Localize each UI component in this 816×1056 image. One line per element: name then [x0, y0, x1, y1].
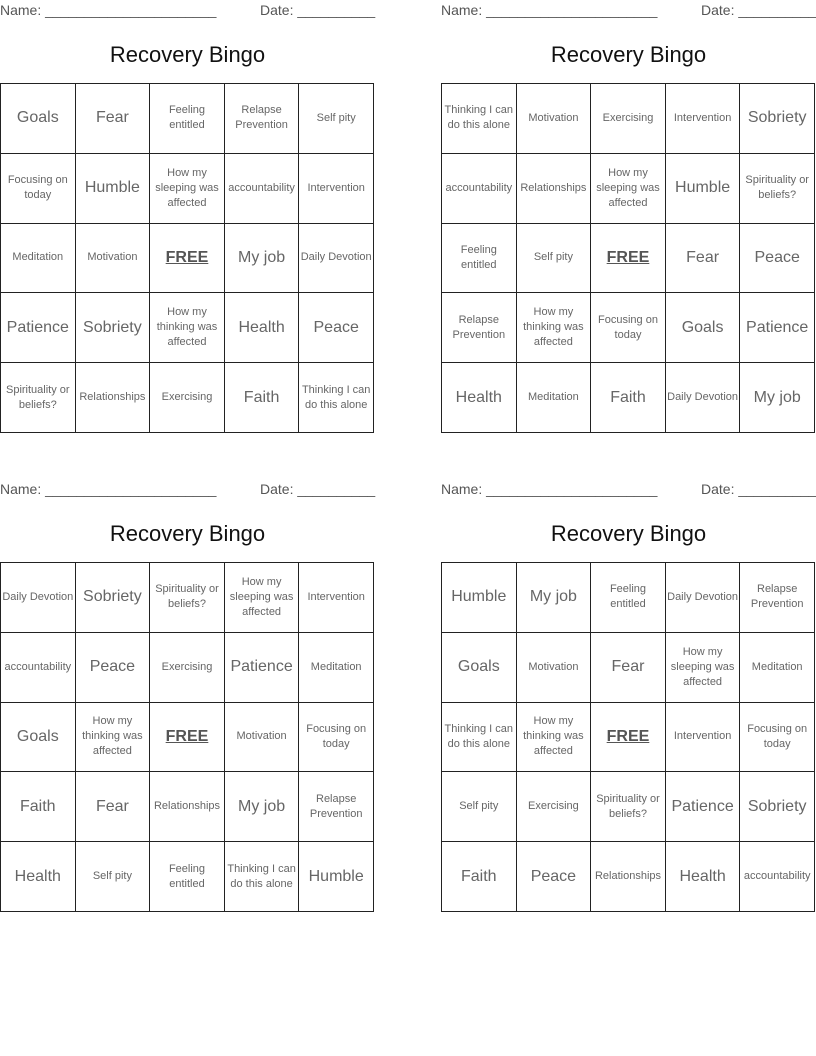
bingo-cell[interactable]: Sobriety: [76, 563, 151, 633]
bingo-cell[interactable]: Thinking I can do this alone: [442, 703, 517, 773]
bingo-cell[interactable]: Fear: [591, 633, 666, 703]
bingo-cell[interactable]: Faith: [591, 363, 666, 433]
bingo-cell[interactable]: Relationships: [517, 154, 592, 224]
bingo-cell[interactable]: Fear: [666, 224, 741, 294]
bingo-card-4: [441, 479, 816, 885]
bingo-cell[interactable]: Meditation: [740, 633, 815, 703]
bingo-cell[interactable]: Intervention: [666, 84, 741, 154]
name-field[interactable]: Name: ______________________: [441, 2, 658, 18]
card-title: Recovery Bingo: [109, 521, 266, 546]
bingo-grid: [0, 83, 374, 433]
bingo-cell[interactable]: Meditation: [299, 633, 374, 703]
bingo-cell[interactable]: Patience: [1, 293, 76, 363]
bingo-cell[interactable]: accountability: [225, 154, 300, 224]
bingo-cell[interactable]: Self pity: [299, 84, 374, 154]
bingo-cell[interactable]: Motivation: [517, 633, 592, 703]
bingo-cell[interactable]: Meditation: [517, 363, 592, 433]
name-field[interactable]: Name: ______________________: [0, 2, 217, 18]
card-header: [0, 479, 375, 501]
bingo-cell[interactable]: Focusing on today: [591, 293, 666, 363]
bingo-cell[interactable]: Relapse Prevention: [740, 563, 815, 633]
bingo-cell[interactable]: Health: [666, 842, 741, 912]
bingo-cell[interactable]: Relapse Prevention: [299, 772, 374, 842]
bingo-cell[interactable]: Goals: [666, 293, 741, 363]
bingo-cell[interactable]: Exercising: [150, 363, 225, 433]
bingo-cell[interactable]: Focusing on today: [740, 703, 815, 773]
free-space[interactable]: FREE: [150, 703, 225, 773]
name-field[interactable]: Name: ______________________: [0, 481, 217, 497]
bingo-cell[interactable]: Exercising: [517, 772, 592, 842]
bingo-cell[interactable]: Exercising: [591, 84, 666, 154]
bingo-cell[interactable]: Feeling entitled: [442, 224, 517, 294]
bingo-cell[interactable]: Self pity: [76, 842, 151, 912]
card-header: [441, 479, 816, 501]
bingo-cell[interactable]: Humble: [299, 842, 374, 912]
bingo-card-3: [0, 479, 376, 890]
bingo-cell[interactable]: Sobriety: [740, 84, 815, 154]
name-field[interactable]: Name: ______________________: [441, 481, 658, 497]
bingo-cell[interactable]: Peace: [76, 633, 151, 703]
bingo-cell[interactable]: Intervention: [299, 154, 374, 224]
bingo-cell[interactable]: Self pity: [517, 224, 592, 294]
bingo-cell[interactable]: Focusing on today: [299, 703, 374, 773]
bingo-cell[interactable]: My job: [225, 772, 300, 842]
bingo-cell[interactable]: Patience: [740, 293, 815, 363]
bingo-cell[interactable]: Sobriety: [740, 772, 815, 842]
bingo-grid: [441, 83, 815, 433]
bingo-card-1: [0, 0, 376, 411]
bingo-cell[interactable]: Fear: [76, 84, 151, 154]
bingo-cell[interactable]: Feeling entitled: [150, 842, 225, 912]
free-space[interactable]: FREE: [150, 224, 225, 294]
bingo-cell[interactable]: accountability: [442, 154, 517, 224]
bingo-cell[interactable]: Peace: [299, 293, 374, 363]
bingo-cell[interactable]: Exercising: [150, 633, 225, 703]
bingo-cell[interactable]: How my thinking was affected: [517, 703, 592, 773]
bingo-cell[interactable]: Motivation: [225, 703, 300, 773]
free-space[interactable]: FREE: [591, 703, 666, 773]
bingo-cell[interactable]: Daily Devotion: [666, 363, 741, 433]
bingo-cell[interactable]: Peace: [517, 842, 592, 912]
bingo-cell[interactable]: Daily Devotion: [299, 224, 374, 294]
date-field[interactable]: Date: __________: [260, 2, 376, 18]
bingo-cell[interactable]: Relapse Prevention: [225, 84, 300, 154]
bingo-cell[interactable]: Intervention: [666, 703, 741, 773]
bingo-cell[interactable]: Faith: [1, 772, 76, 842]
bingo-cell[interactable]: Health: [1, 842, 76, 912]
bingo-cell[interactable]: Daily Devotion: [1, 563, 76, 633]
bingo-cell[interactable]: How my thinking was affected: [150, 293, 225, 363]
bingo-cell[interactable]: How my sleeping was affected: [666, 633, 741, 703]
bingo-cell[interactable]: Daily Devotion: [666, 563, 741, 633]
bingo-cell[interactable]: Goals: [1, 84, 76, 154]
bingo-cell[interactable]: Thinking I can do this alone: [299, 363, 374, 433]
bingo-cell[interactable]: Intervention: [299, 563, 374, 633]
bingo-cell[interactable]: Humble: [76, 154, 151, 224]
bingo-cell[interactable]: Thinking I can do this alone: [225, 842, 300, 912]
bingo-cell[interactable]: Faith: [442, 842, 517, 912]
bingo-cell[interactable]: Relapse Prevention: [442, 293, 517, 363]
bingo-cell[interactable]: Spirituality or beliefs?: [150, 563, 225, 633]
bingo-cell[interactable]: Health: [225, 293, 300, 363]
bingo-cell[interactable]: How my sleeping was affected: [591, 154, 666, 224]
bingo-cell[interactable]: Focusing on today: [1, 154, 76, 224]
bingo-cell[interactable]: Peace: [740, 224, 815, 294]
bingo-cell[interactable]: Goals: [1, 703, 76, 773]
bingo-cell[interactable]: Patience: [225, 633, 300, 703]
bingo-cell[interactable]: Thinking I can do this alone: [442, 84, 517, 154]
bingo-cell[interactable]: Motivation: [517, 84, 592, 154]
bingo-cell[interactable]: My job: [225, 224, 300, 294]
bingo-cell[interactable]: Humble: [666, 154, 741, 224]
bingo-cell[interactable]: Fear: [76, 772, 151, 842]
bingo-cell[interactable]: Goals: [442, 633, 517, 703]
bingo-cell[interactable]: Spirituality or beliefs?: [591, 772, 666, 842]
bingo-cell[interactable]: How my thinking was affected: [517, 293, 592, 363]
card-header: [441, 0, 816, 22]
date-field[interactable]: Date: __________: [260, 481, 376, 497]
bingo-cell[interactable]: My job: [740, 363, 815, 433]
bingo-cell[interactable]: Meditation: [1, 224, 76, 294]
card-header: [0, 0, 375, 22]
date-field[interactable]: Date: __________: [701, 2, 816, 18]
card-title: Recovery Bingo: [109, 42, 266, 67]
bingo-cell[interactable]: Relationships: [76, 363, 151, 433]
bingo-cell[interactable]: Patience: [666, 772, 741, 842]
bingo-cell[interactable]: Spirituality or beliefs?: [740, 154, 815, 224]
bingo-card-2: [441, 0, 816, 406]
bingo-cell[interactable]: Humble: [442, 563, 517, 633]
date-field[interactable]: Date: __________: [701, 481, 816, 497]
bingo-grid: [0, 562, 374, 912]
bingo-cell[interactable]: How my sleeping was affected: [225, 563, 300, 633]
bingo-cell[interactable]: How my thinking was affected: [76, 703, 151, 773]
bingo-cell[interactable]: How my sleeping was affected: [150, 154, 225, 224]
bingo-grid: [441, 562, 815, 912]
bingo-cell[interactable]: Relationships: [150, 772, 225, 842]
bingo-cell[interactable]: accountability: [740, 842, 815, 912]
bingo-cell[interactable]: Motivation: [76, 224, 151, 294]
bingo-cell[interactable]: Health: [442, 363, 517, 433]
bingo-cell[interactable]: Sobriety: [76, 293, 151, 363]
bingo-cell[interactable]: Feeling entitled: [591, 563, 666, 633]
bingo-cell[interactable]: Self pity: [442, 772, 517, 842]
bingo-cell[interactable]: Feeling entitled: [150, 84, 225, 154]
bingo-cell[interactable]: accountability: [1, 633, 76, 703]
bingo-cell[interactable]: Faith: [225, 363, 300, 433]
card-title: Recovery Bingo: [550, 521, 707, 546]
bingo-cell[interactable]: Relationships: [591, 842, 666, 912]
card-title: Recovery Bingo: [550, 42, 707, 67]
free-space[interactable]: FREE: [591, 224, 666, 294]
bingo-cell[interactable]: Spirituality or beliefs?: [1, 363, 76, 433]
bingo-cell[interactable]: My job: [517, 563, 592, 633]
